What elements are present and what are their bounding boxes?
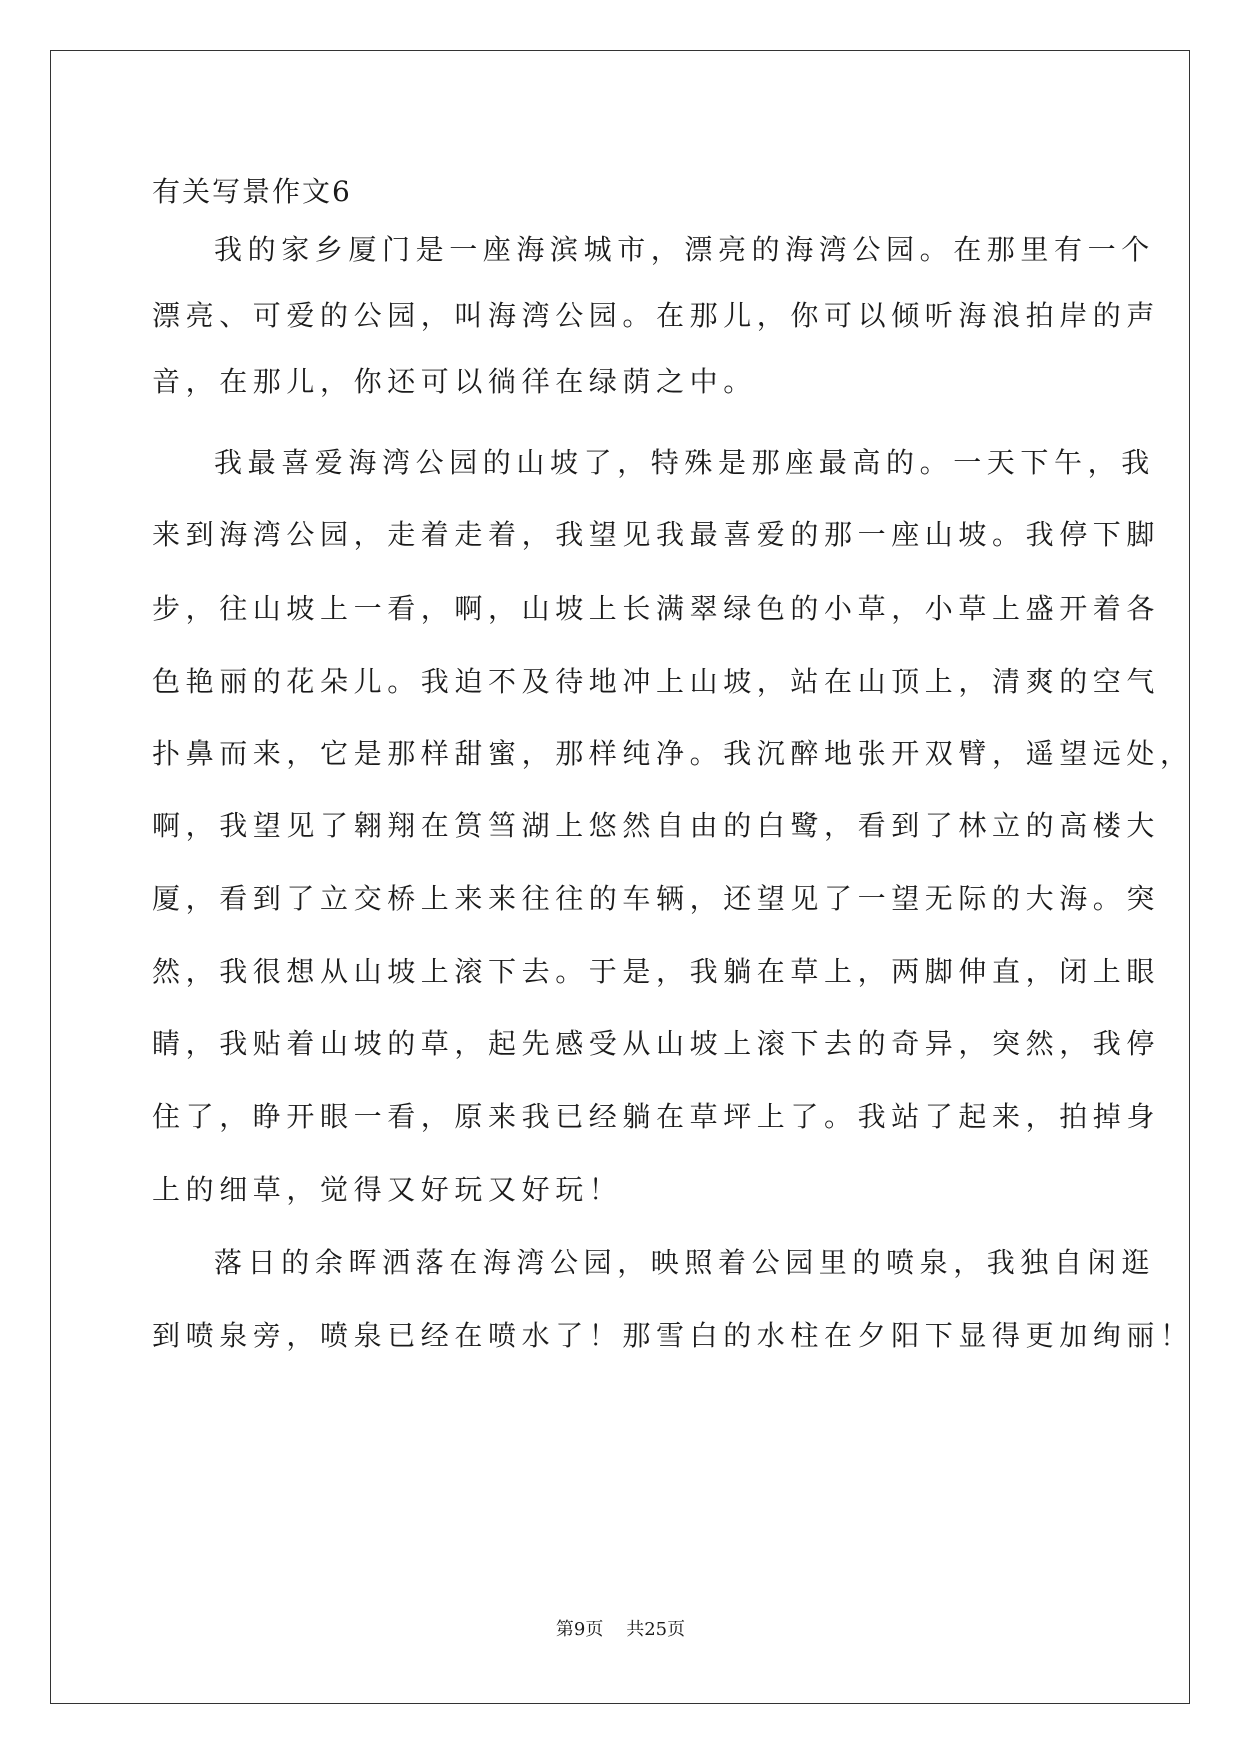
text-line: 啊，我望见了翱翔在筼筜湖上悠然自由的白鹭，看到了林立的高楼大 bbox=[152, 809, 1161, 842]
text-line: 音，在那儿，你还可以徜徉在绿荫之中。 bbox=[152, 365, 757, 398]
text-line: 漂亮、可爱的公园，叫海湾公园。在那儿，你可以倾听海浪拍岸的声 bbox=[152, 299, 1161, 332]
page-number: 第9页 bbox=[555, 1619, 604, 1640]
text-line: 色艳丽的花朵儿。我迫不及待地冲上山坡，站在山顶上，清爽的空气 bbox=[152, 665, 1161, 698]
text-line: 睛，我贴着山坡的草，起先感受从山坡上滚下去的奇异，突然，我停 bbox=[152, 1027, 1161, 1060]
text-line: 住了，睁开眼一看，原来我已经躺在草坪上了。我站了起来，拍掉身 bbox=[152, 1100, 1161, 1133]
page-total: 共25页 bbox=[626, 1619, 686, 1640]
text-line: 来到海湾公园，走着走着，我望见我最喜爱的那一座山坡。我停下脚 bbox=[152, 518, 1161, 551]
text-line: 然，我很想从山坡上滚下去。于是，我躺在草上，两脚伸直，闭上眼 bbox=[152, 955, 1161, 988]
text-line: 落日的余晖洒落在海湾公园，映照着公园里的喷泉，我独自闲逛 bbox=[214, 1246, 1155, 1279]
document-title: 有关写景作文6 bbox=[152, 175, 352, 208]
text-line: 我的家乡厦门是一座海滨城市，漂亮的海湾公园。在那里有一个 bbox=[214, 233, 1155, 266]
text-line: 上的细草，觉得又好玩又好玩！ bbox=[152, 1173, 623, 1206]
text-line: 扑鼻而来，它是那样甜蜜，那样纯净。我沉醉地张开双臂，遥望远处， bbox=[152, 737, 1194, 770]
text-line: 我最喜爱海湾公园的山坡了，特殊是那座最高的。一天下午，我 bbox=[214, 446, 1155, 479]
text-line: 厦，看到了立交桥上来来往往的车辆，还望见了一望无际的大海。突 bbox=[152, 882, 1161, 915]
page-footer bbox=[0, 1618, 1241, 1642]
text-line: 到喷泉旁，喷泉已经在喷水了！那雪白的水柱在夕阳下显得更加绚丽！ bbox=[152, 1319, 1194, 1352]
text-line: 步，往山坡上一看，啊，山坡上长满翠绿色的小草，小草上盛开着各 bbox=[152, 592, 1161, 625]
